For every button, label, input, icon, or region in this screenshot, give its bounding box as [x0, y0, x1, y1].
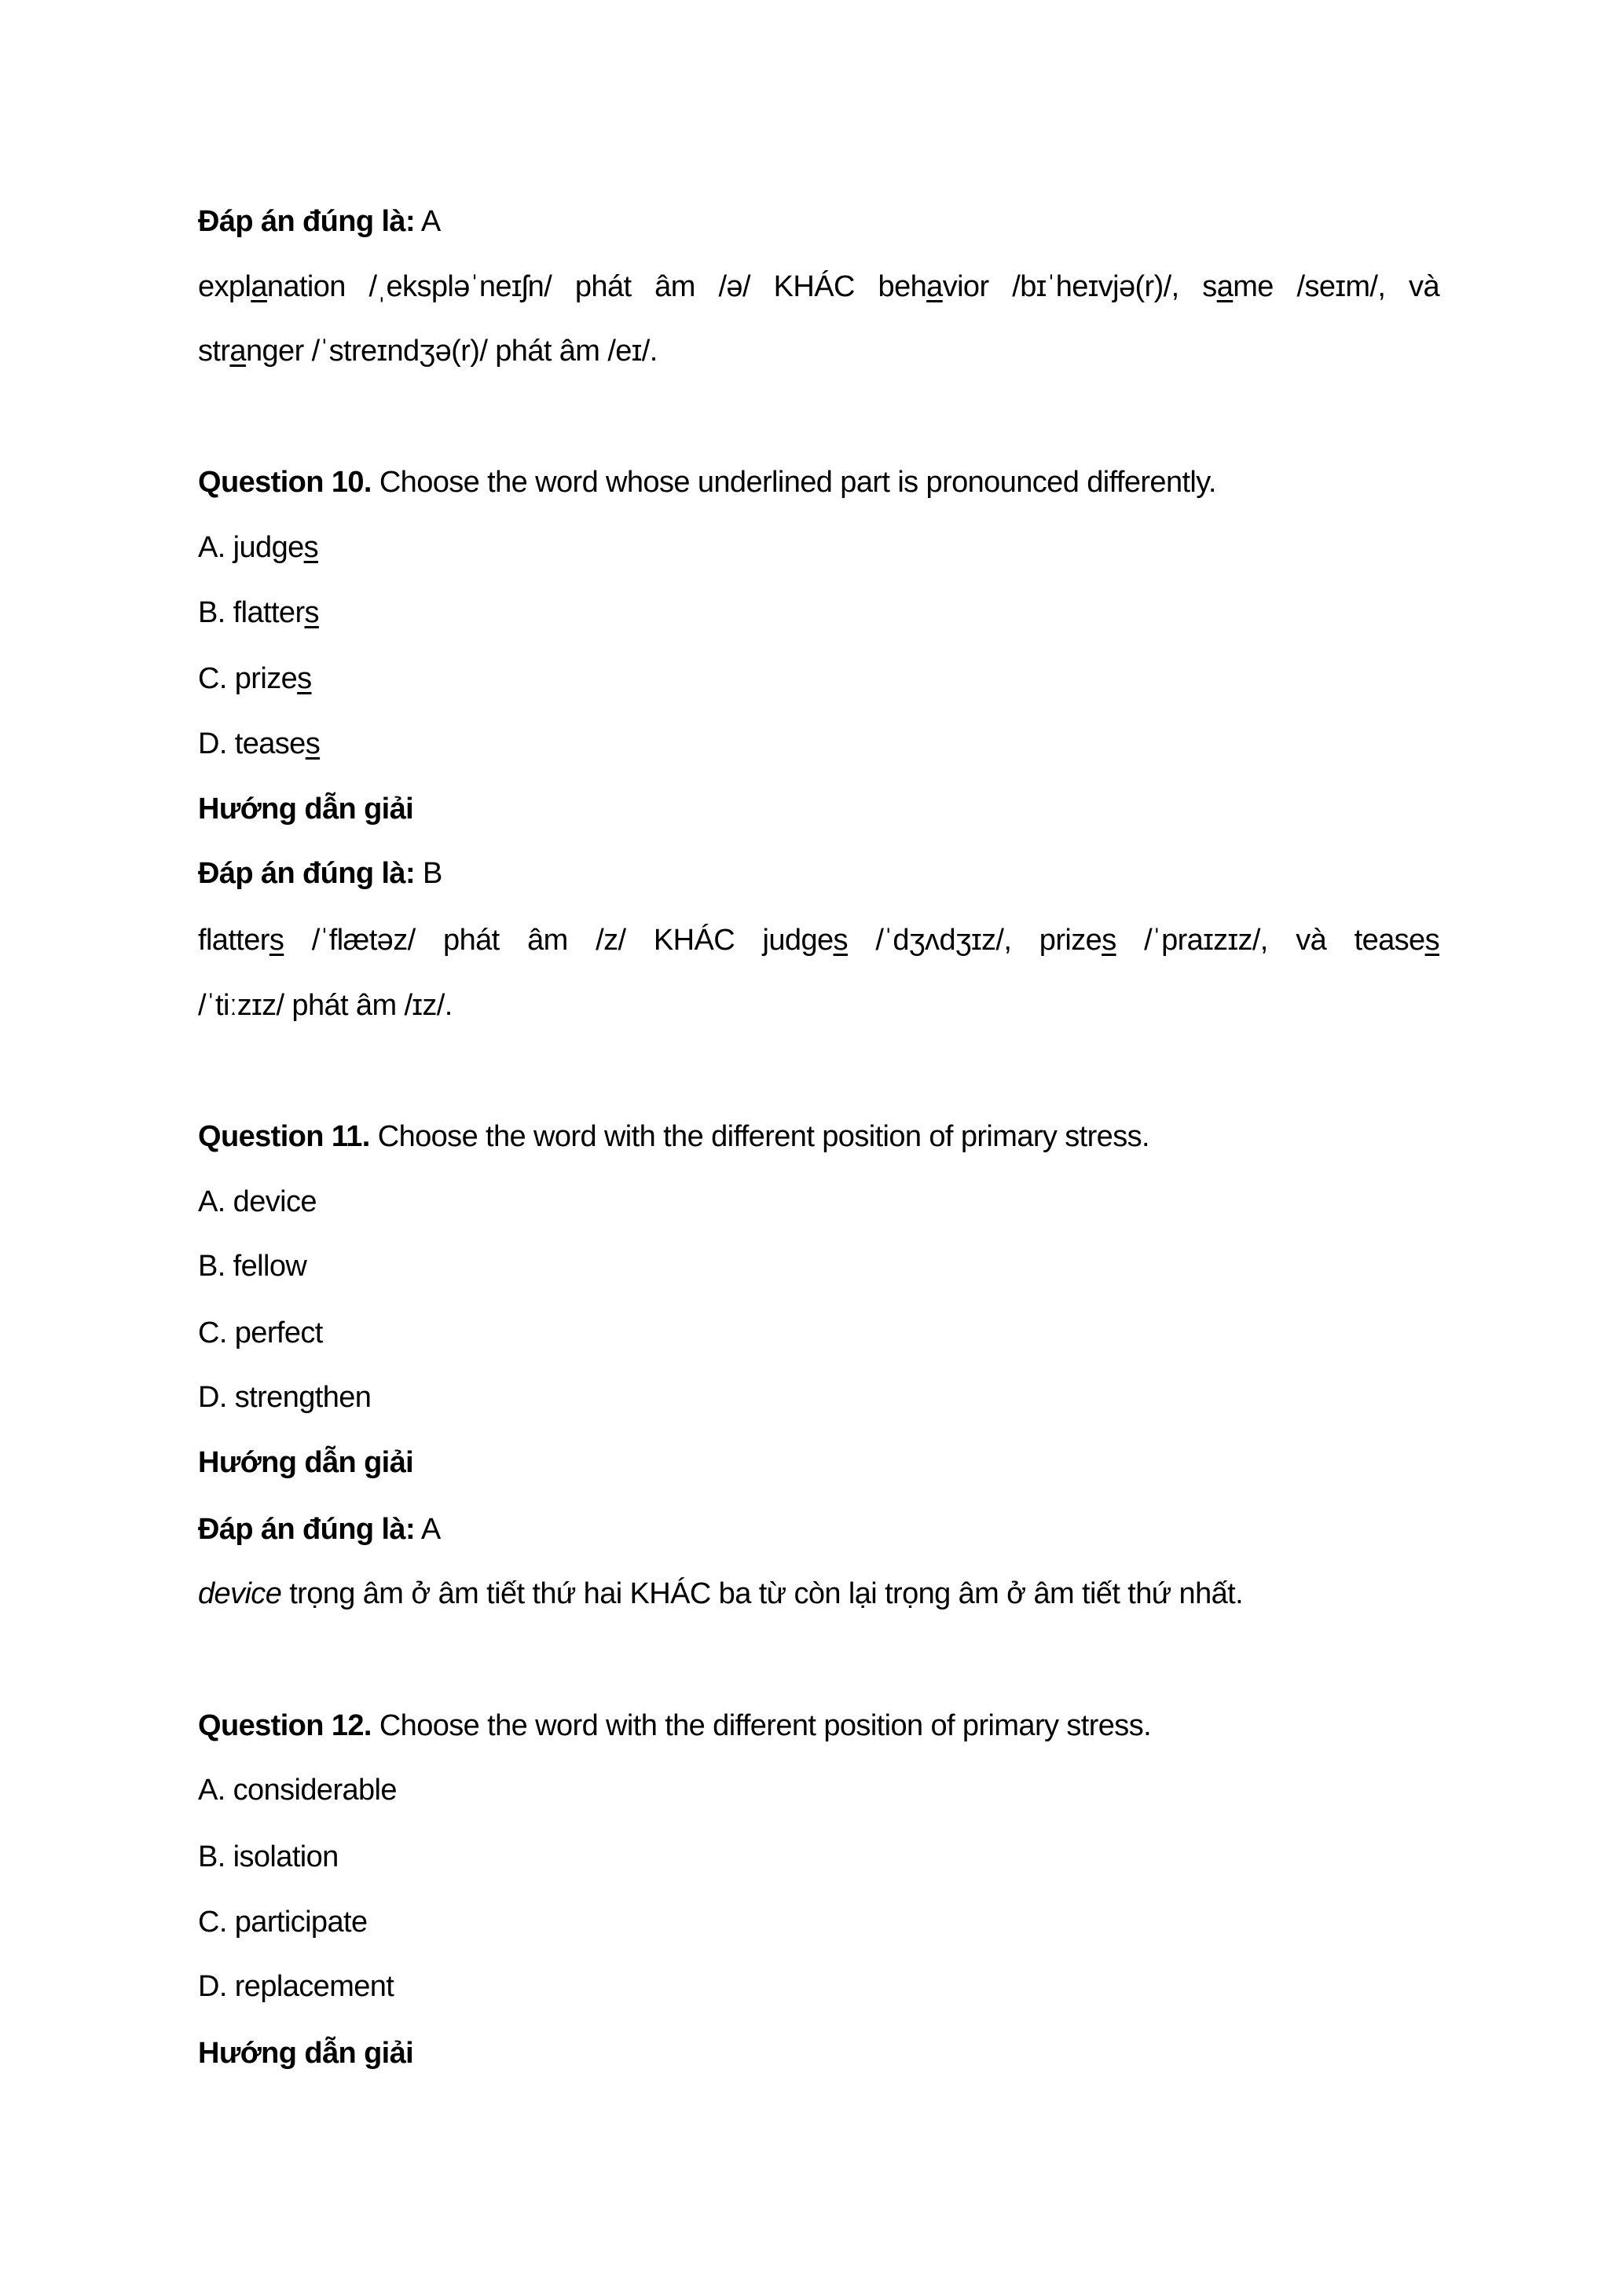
- q10-prompt: [198, 463, 1216, 502]
- question-text: Choose the word with the different position of primary stress.: [369, 1120, 1149, 1153]
- text: nger /ˈstreɪndʒə(r)/ phát âm /eɪ/.: [245, 335, 658, 368]
- text: me /seɪm/, và: [1233, 270, 1439, 303]
- underlined-text: s: [304, 596, 319, 629]
- italic-word: device: [198, 1577, 282, 1610]
- underlined-text: s: [833, 924, 848, 957]
- q11-explanation: [198, 1574, 1243, 1613]
- q11-guide-heading: Hướng dẫn giải: [198, 1446, 414, 1479]
- text: /ˈflætəz/ phát âm /z/ KHÁC judge: [284, 924, 834, 957]
- q11-option-c: C. perfect: [198, 1316, 323, 1349]
- underlined-text: s: [297, 662, 312, 695]
- answer-value: B: [415, 857, 442, 890]
- q10-answer-line: [198, 854, 442, 893]
- q12-prompt: [198, 1706, 1151, 1745]
- q12-option-d: D. replacement: [198, 1970, 394, 2003]
- q10-explanation-line-2: /ˈtiːzɪz/ phát âm /ɪz/.: [198, 989, 453, 1022]
- underlined-text: s: [305, 727, 321, 760]
- answer-label: Đáp án đúng là:: [198, 205, 416, 238]
- q12-option-c: C. participate: [198, 1906, 368, 1939]
- text: /ˈpraɪzɪz/, và tease: [1116, 924, 1425, 957]
- option-text: C. prize: [198, 662, 298, 695]
- question-text: Choose the word whose underlined part is pronounced differently.: [371, 466, 1216, 499]
- underlined-text: s: [1424, 924, 1440, 957]
- question-text: Choose the word with the different position of primary stress.: [371, 1709, 1152, 1742]
- q10-option-d: [198, 724, 320, 764]
- q12-guide-heading: Hướng dẫn giải: [198, 2037, 414, 2070]
- answer-label: Đáp án đúng là:: [198, 857, 416, 890]
- option-text: B. flatter: [198, 596, 305, 629]
- text: vior /bɪˈheɪvjə(r)/, s: [942, 270, 1217, 303]
- q11-answer-line: [198, 1510, 441, 1549]
- option-text: A. judge: [198, 531, 304, 564]
- q12-option-b: B. isolation: [198, 1840, 339, 1873]
- underlined-text: s: [303, 531, 319, 564]
- q10-guide-heading: Hướng dẫn giải: [198, 793, 414, 826]
- underlined-text: a: [251, 270, 267, 303]
- text: nation /ˌekspləˈneɪʃn/ phát âm /ə/ KHÁC beh: [266, 270, 927, 303]
- q11-option-b: B. fellow: [198, 1250, 307, 1283]
- text: trọng âm ở âm tiết thứ hai KHÁC ba từ còn lại trọng âm ở âm tiết thứ nhất.: [281, 1577, 1244, 1610]
- q9-explanation-line-1: [198, 267, 1439, 306]
- option-text: D. tease: [198, 727, 306, 760]
- q10-option-b: [198, 593, 319, 632]
- answer-label: Đáp án đúng là:: [198, 1513, 416, 1546]
- q10-option-c: [198, 659, 312, 698]
- answer-value: A: [415, 1513, 441, 1546]
- underlined-text: a: [229, 335, 246, 368]
- text: exp: [198, 270, 245, 303]
- underlined-text: s: [1102, 924, 1116, 957]
- text: l: [244, 270, 251, 303]
- q11-option-a: A. device: [198, 1185, 317, 1218]
- underlined-text: a: [926, 270, 943, 303]
- q12-option-a: A. considerable: [198, 1774, 397, 1807]
- text: flatter: [198, 924, 269, 957]
- q11-prompt: [198, 1117, 1149, 1156]
- text: /ˈdʒʌdʒɪz/, prize: [847, 924, 1102, 957]
- answer-value: A: [415, 205, 441, 238]
- question-label: Question 12.: [198, 1709, 372, 1742]
- q10-option-a: [198, 528, 318, 567]
- q10-explanation-line-1: [198, 921, 1439, 960]
- underlined-text: s: [269, 924, 284, 957]
- text: str: [198, 335, 230, 368]
- q11-option-d: D. strengthen: [198, 1381, 372, 1414]
- underlined-text: a: [1216, 270, 1234, 303]
- question-label: Question 10.: [198, 466, 372, 499]
- question-label: Question 11.: [198, 1120, 370, 1153]
- q9-explanation-line-2: [198, 331, 658, 371]
- q9-answer-line: [198, 202, 441, 241]
